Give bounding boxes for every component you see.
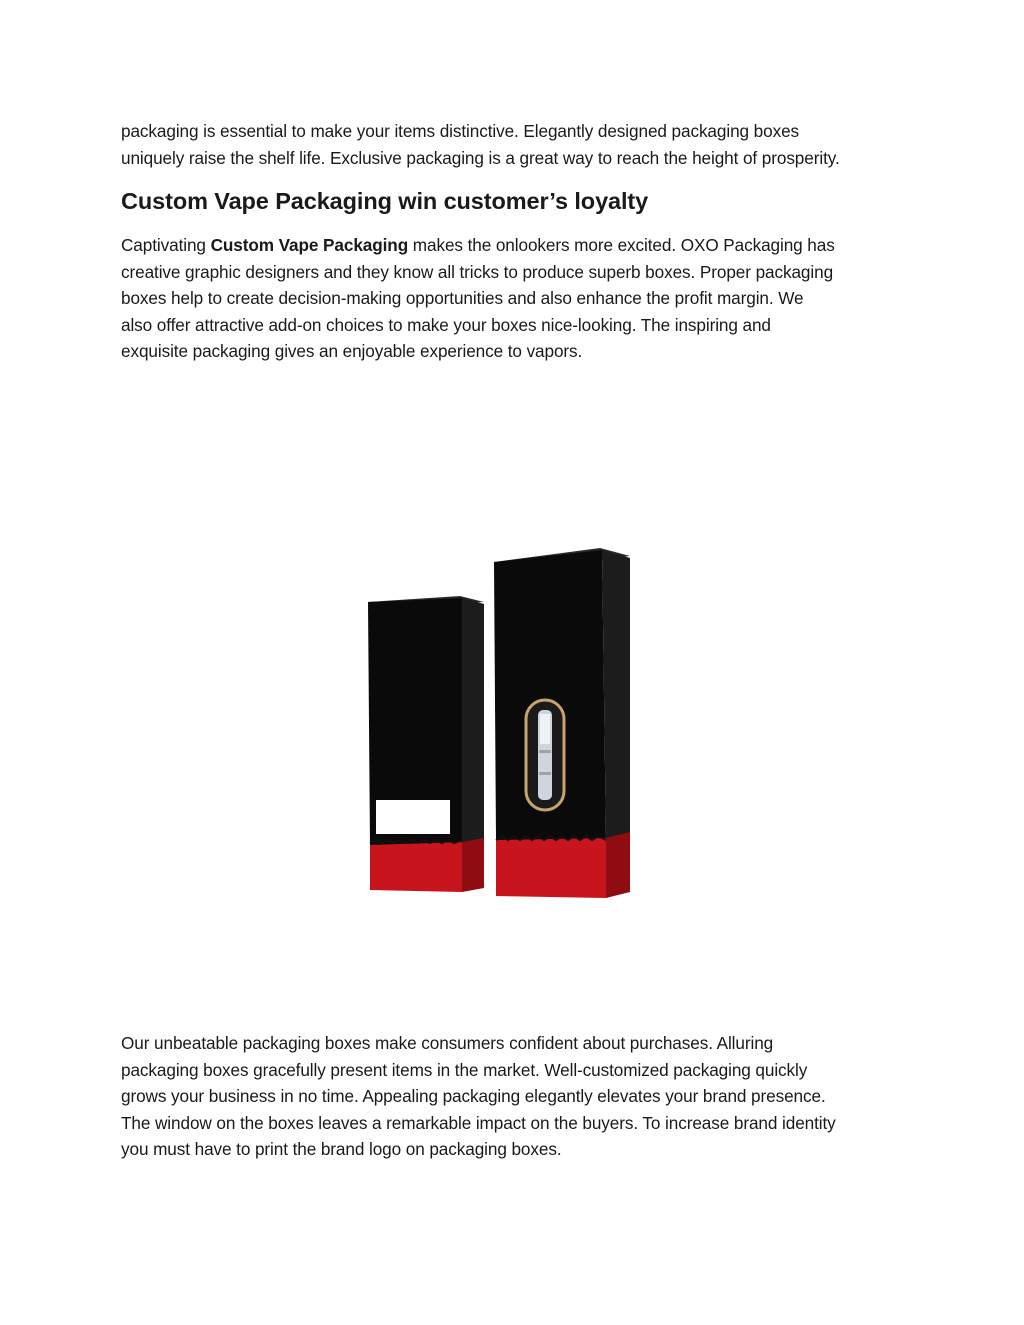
vape-cartridge-band (539, 772, 551, 775)
paragraph-line: The window on the boxes leaves a remarkable impact on the buyers. To increase brand identity (121, 1112, 836, 1133)
vape-boxes-illustration (340, 520, 670, 930)
paragraph-line: you must have to print the brand logo on packaging boxes. (121, 1139, 562, 1160)
paragraph-line: Our unbeatable packaging boxes make consumers confident about purchases. Alluring (121, 1033, 774, 1053)
body-paragraph-1 (121, 232, 911, 365)
tall-box-side (602, 550, 630, 840)
paragraph-line: creative graphic designers and they know all tricks to produce superb boxes. Proper packaging (121, 261, 834, 282)
paragraph-line: boxes help to create decision-making opportunities and also enhance the profit margin. We (121, 288, 804, 309)
body-paragraph-2 (121, 1030, 911, 1163)
paragraph-line: packaging boxes gracefully present items in the market. Well-customized packaging quickly (121, 1059, 808, 1080)
tall-box-red-side (606, 832, 630, 898)
paragraph-text: makes the onlookers more excited. OXO Packaging has (408, 235, 835, 255)
small-box-red-side (462, 838, 484, 892)
vape-cartridge-highlight (540, 714, 550, 744)
vape-boxes-image (340, 520, 670, 930)
intro-line: uniquely raise the shelf life. Exclusive packaging is a great way to reach the height of prosperity. (121, 147, 840, 168)
small-box-red-band (370, 842, 462, 892)
vape-cartridge-band (539, 750, 551, 753)
small-box-side (462, 598, 484, 845)
paragraph-line: exquisite packaging gives an enjoyable experience to vapors. (121, 341, 583, 362)
small-box-label (376, 800, 450, 834)
small-box (368, 596, 484, 892)
intro-line: packaging is essential to make your items distinctive. Elegantly designed packaging boxes (121, 121, 800, 141)
bold-keyword: Custom Vape Packaging (210, 235, 409, 255)
paragraph-line (121, 232, 911, 259)
tall-box (494, 548, 630, 898)
intro-paragraph (121, 118, 911, 171)
paragraph-text: Captivating (121, 235, 211, 255)
paragraph-line: also offer attractive add-on choices to make your boxes nice-looking. The inspiring and (121, 314, 771, 335)
paragraph-line: grows your business in no time. Appealing packaging elegantly elevates your brand presence. (121, 1086, 826, 1107)
tall-box-red-band (496, 838, 606, 898)
section-heading: Custom Vape Packaging win customer’s loyalty (121, 188, 649, 214)
